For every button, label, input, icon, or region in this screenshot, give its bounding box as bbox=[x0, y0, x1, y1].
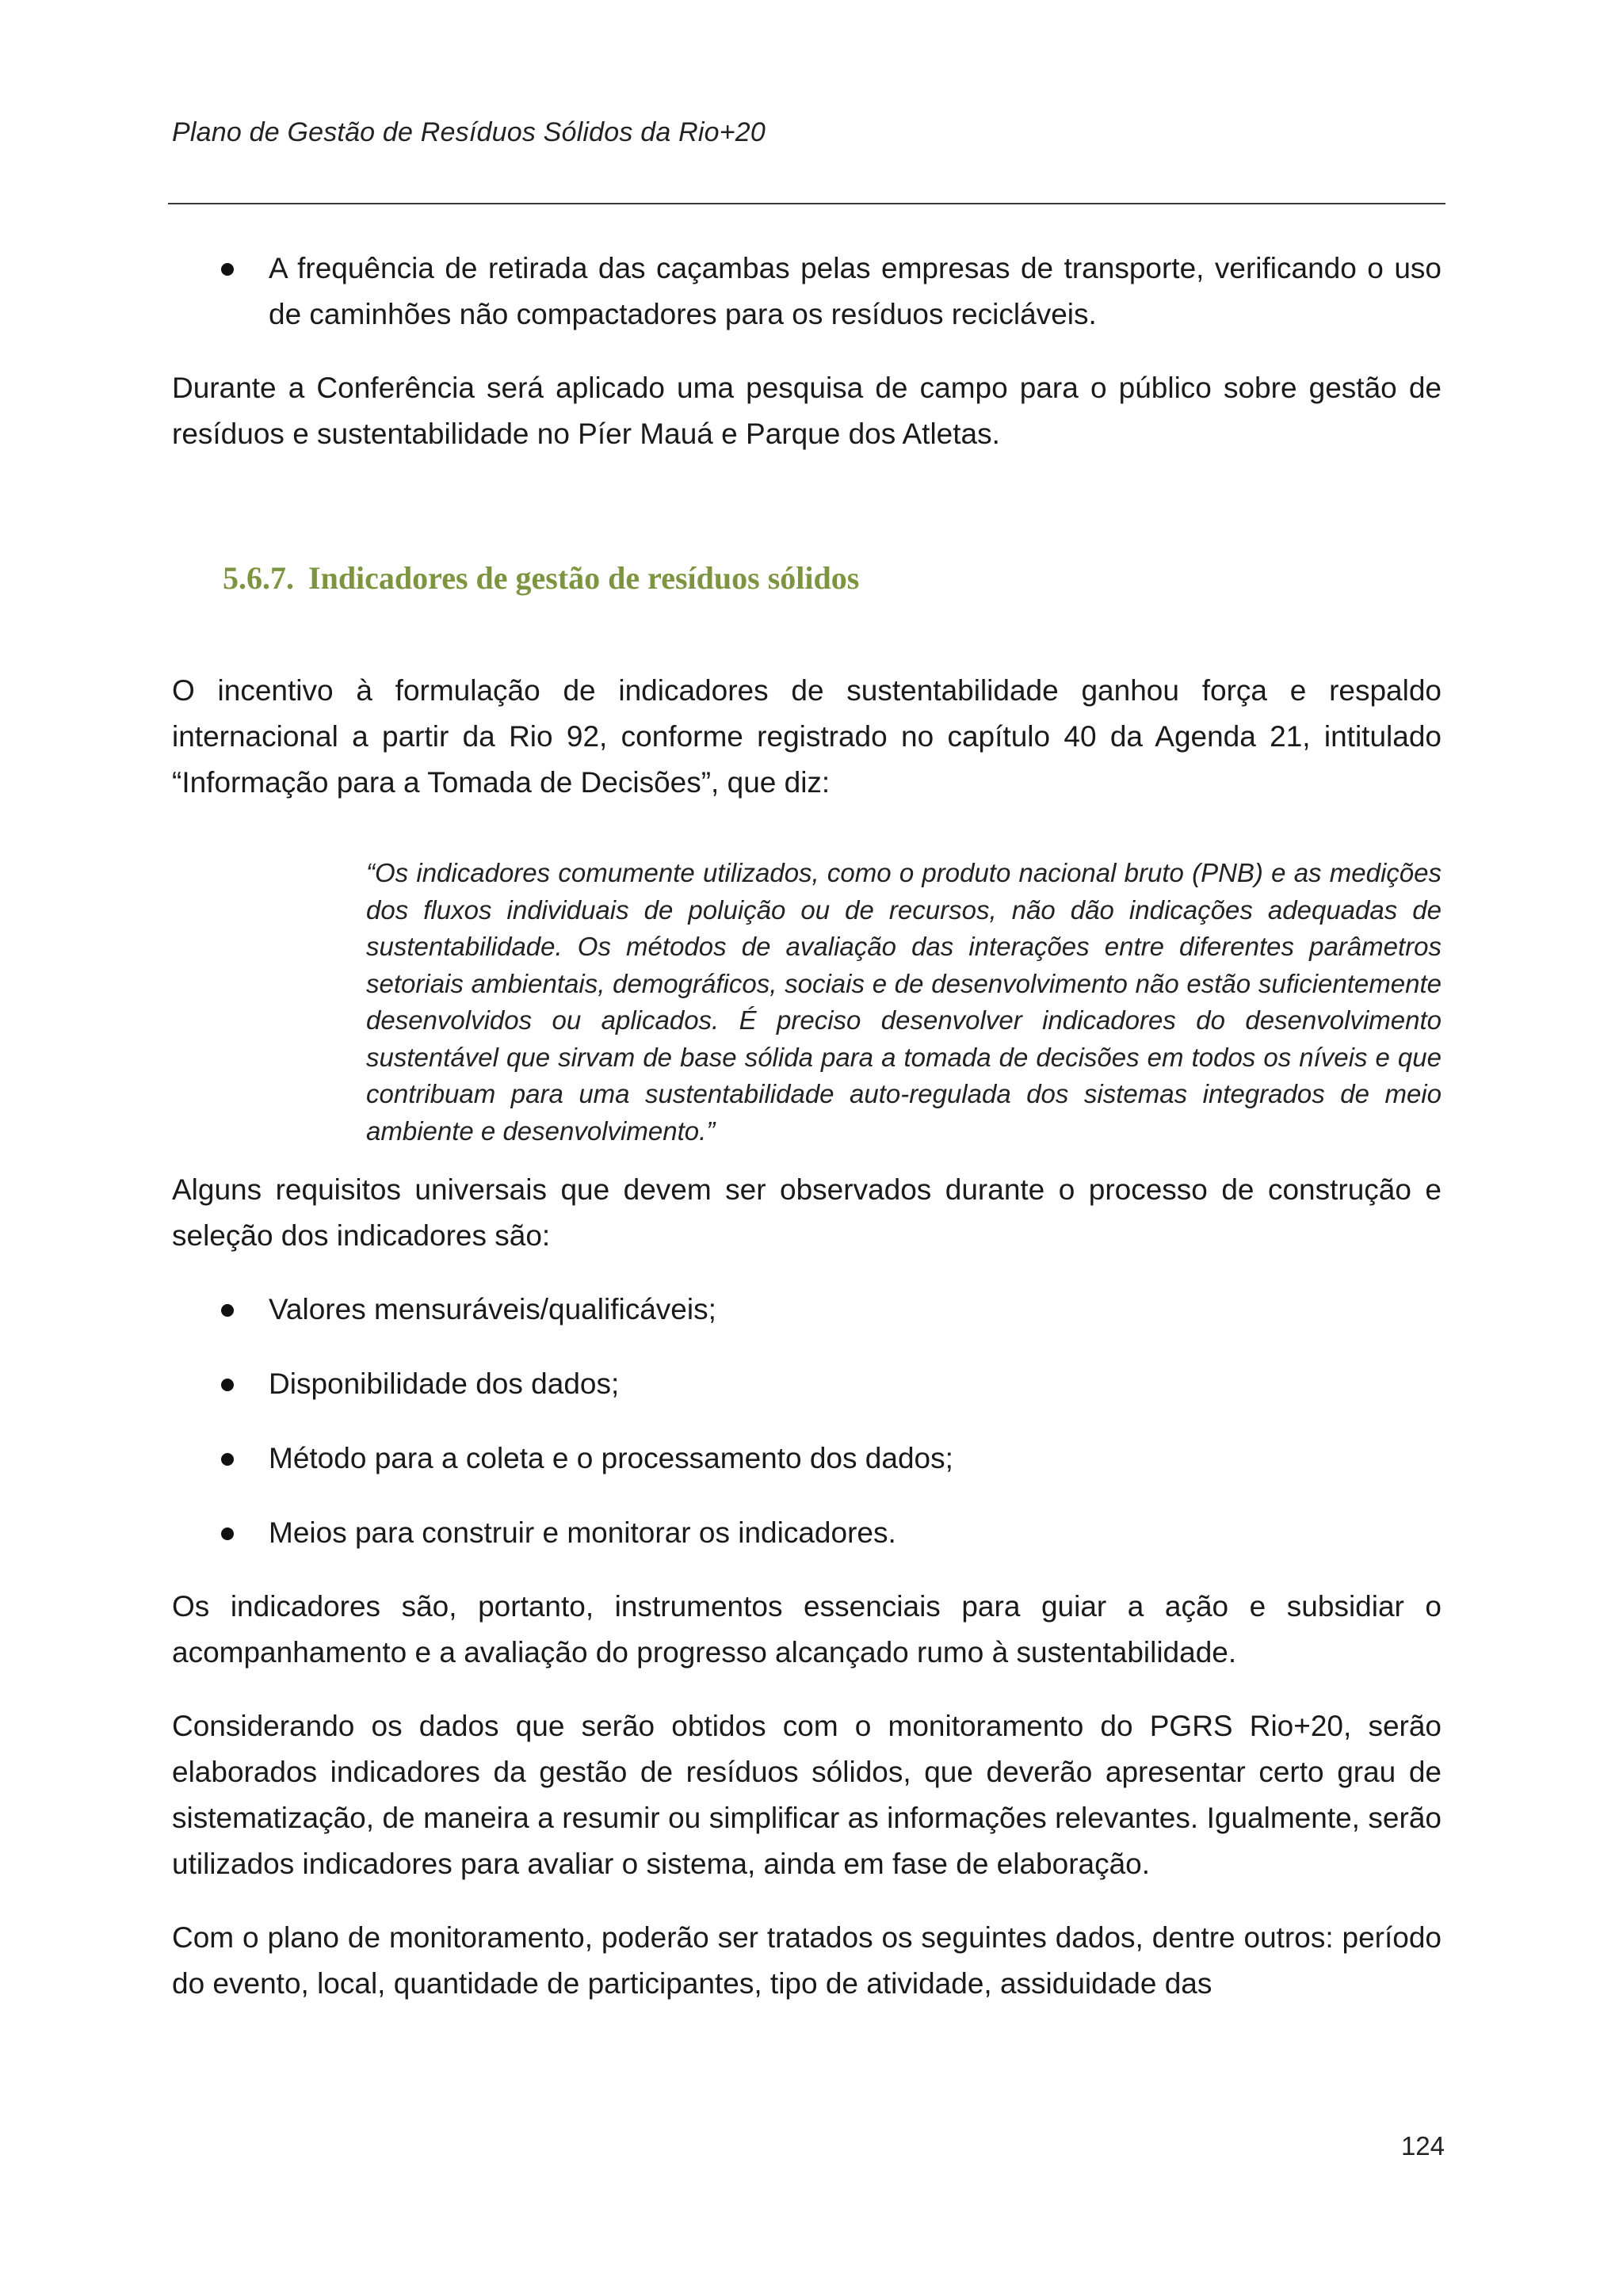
list-item bbox=[172, 1436, 1442, 1482]
paragraph: Alguns requisitos universais que devem ser observados durante o processo de construção e seleção dos indicadores são: bbox=[172, 1173, 1442, 1252]
list-item bbox=[172, 1287, 1442, 1333]
list-item bbox=[172, 246, 1442, 338]
bullet-icon bbox=[221, 1453, 234, 1466]
running-header: Plano de Gestão de Resíduos Sólidos da Rio+20 bbox=[172, 117, 766, 147]
list-item-text: Disponibilidade dos dados; bbox=[269, 1367, 620, 1400]
paragraph: O incentivo à formulação de indicadores de sustentabilidade ganhou força e respaldo internacional a partir da Rio 92, conforme registrado no capítulo 40 da Agenda 21, intitulado “Informação para a Tomada de Decisões”, que diz: bbox=[172, 674, 1442, 799]
paragraph: Com o plano de monitoramento, poderão ser tratados os seguintes dados, dentre outros: período do evento, local, quantidade de participantes, tipo de atividade, assiduidade das bbox=[172, 1921, 1442, 2000]
bullet-icon bbox=[221, 263, 234, 276]
paragraph: Considerando os dados que serão obtidos com o monitoramento do PGRS Rio+20, serão elaborados indicadores da gestão de resíduos sólidos, que deverão apresentar certo grau de sistematização, de maneira a resumir ou simplificar as informações relevantes. Igualmente, serão utilizados indicadores para avaliar o sistema, ainda em fase de elaboração. bbox=[172, 1710, 1442, 1880]
section-number: 5.6.7. bbox=[223, 560, 294, 596]
paragraph: Durante a Conferência será aplicado uma pesquisa de campo para o público sobre gestão de resíduos e sustentabilidade no Píer Mauá e Parque dos Atletas. bbox=[172, 372, 1442, 450]
list-item bbox=[172, 1510, 1442, 1556]
bullet-icon bbox=[221, 1304, 234, 1317]
list-item bbox=[172, 1361, 1442, 1407]
list-item-text: Meios para construir e monitorar os indicadores. bbox=[269, 1516, 896, 1549]
requirements-list bbox=[172, 1287, 1442, 1556]
list-item-text: Valores mensuráveis/qualificáveis; bbox=[269, 1293, 716, 1325]
bullet-icon bbox=[221, 1379, 234, 1391]
list-item-text: A frequência de retirada das caçambas pelas empresas de transporte, verificando o uso de caminhões não compactadores para os resíduos recicláveis. bbox=[269, 252, 1442, 330]
section-title: Indicadores de gestão de resíduos sólidos bbox=[308, 560, 860, 596]
page-body bbox=[172, 246, 1442, 2007]
bullet-icon bbox=[221, 1527, 234, 1540]
block-quote: “Os indicadores comumente utilizados, como o produto nacional bruto (PNB) e as medições dos fluxos individuais de poluição ou de recursos, não dão indicações adequadas de sustentabilidade. Os métodos de avaliação das interações entre diferentes parâmetros setoriais ambientais, demográficos, sociais e de desenvolvimento não estão suficientemente desenvolvidos ou aplicados. É preciso desenvolver indicadores do desenvolvimento sustentável que sirvam de base sólida para a tomada de decisões em todos os níveis e que contribuam para uma sustentabilidade auto-regulada dos sistemas integrados de meio ambiente e desenvolvimento.” bbox=[366, 858, 1442, 1146]
paragraph: Os indicadores são, portanto, instrumentos essenciais para guiar a ação e subsidiar o acompanhamento e a avaliação do progresso alcançado rumo à sustentabilidade. bbox=[172, 1590, 1442, 1669]
list-item-text: Método para a coleta e o processamento dos dados; bbox=[269, 1442, 953, 1474]
page-number: 124 bbox=[1400, 2131, 1445, 2161]
header-divider bbox=[168, 203, 1445, 204]
section-heading bbox=[223, 555, 1442, 601]
